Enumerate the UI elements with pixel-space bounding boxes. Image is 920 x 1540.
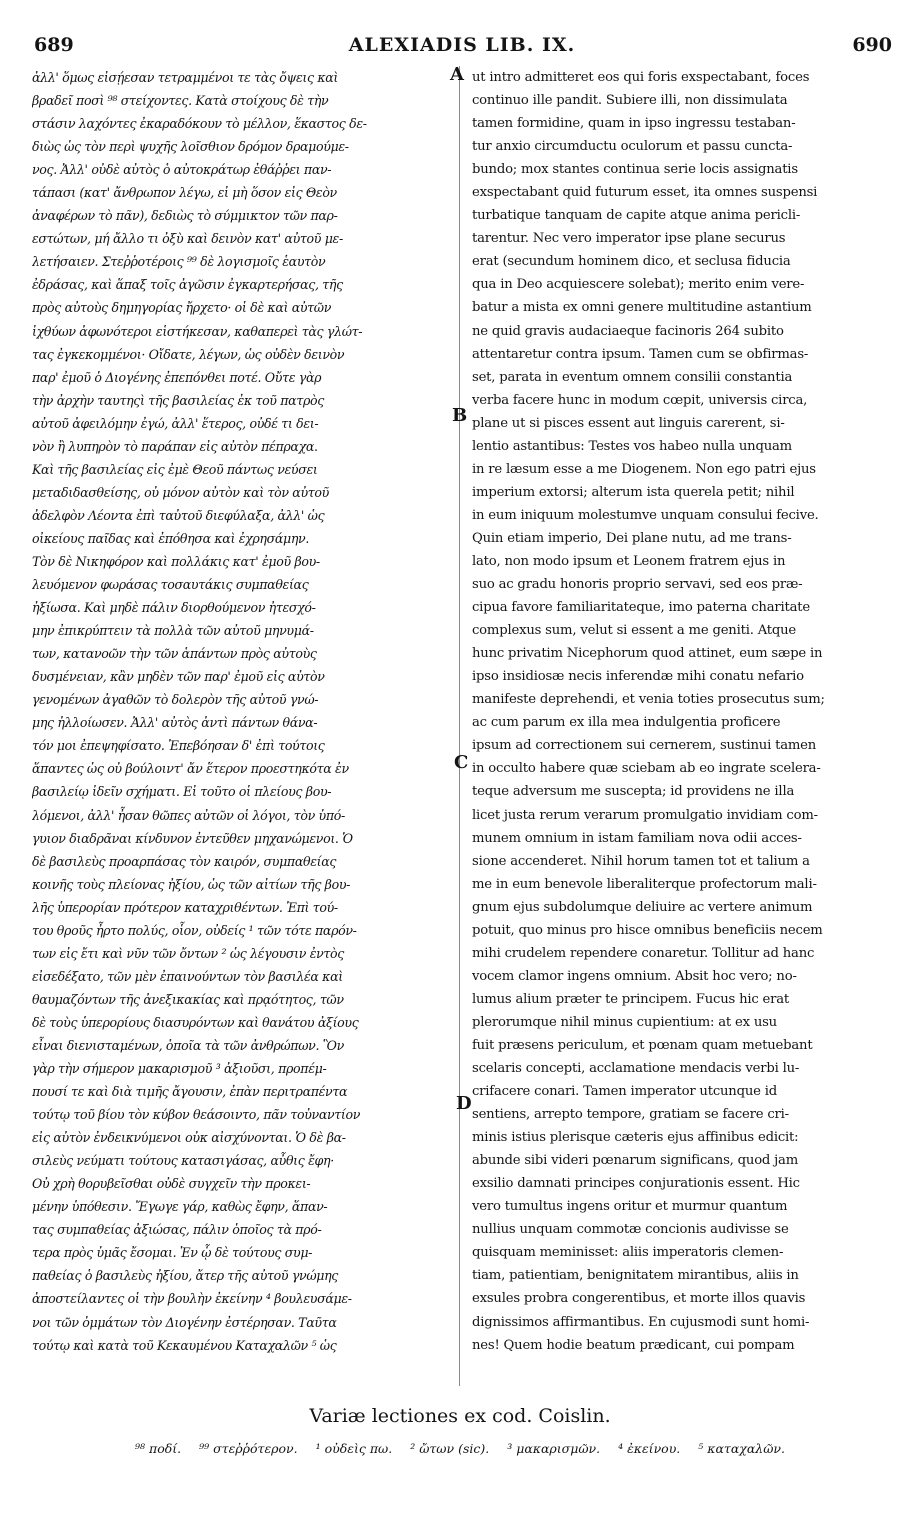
greek-text-line: βραδεῖ ποσὶ ⁹⁸ στείχοντες. Κατὰ στοίχους δὲ τὴν bbox=[32, 93, 329, 109]
greek-text-line: τας συμπαθείας ἀξιώσας, πάλιν ὁποῖος τὰ πρό- bbox=[32, 1222, 322, 1238]
greek-text-line: πουσί τε καὶ διὰ τιμῆς ἄγουσιν, ἐπὰν περιτραπέντα bbox=[32, 1084, 348, 1100]
latin-text-line: nes! Quem hodie beatum prædicant, cui pompam bbox=[472, 1337, 795, 1353]
greek-text-line: Οὐ χρὴ θορυβεῖσθαι οὐδὲ συγχεῖν τὴν προκει- bbox=[32, 1176, 311, 1192]
greek-text-line: νος. Ἀλλ' οὐδὲ αὐτὸς ὁ αὐτοκράτωρ ἐθάῤῥει παν- bbox=[32, 162, 332, 178]
variant-note: ⁴ ἐκείνου. bbox=[618, 1441, 681, 1456]
greek-text-line: θαυμαζόντων τῆς ἀνεξικακίας καὶ πρᾳότητος, τῶν bbox=[32, 991, 344, 1007]
greek-text-line: στάσιν λαχόντες ἐκαραδόκουν τὸ μέλλον, ἕκαστος δε- bbox=[32, 116, 367, 132]
greek-text-line: τάπασι (κατ' ἄνθρωπον λέγω, εἰ μὴ ὅσον εἰς Θεὸν bbox=[32, 185, 337, 201]
latin-text-line: me in eum benevole liberaliterque profectorum mali- bbox=[472, 876, 817, 892]
greek-text-line: τας ἐγκεκομμένοι· Οἴδατε, λέγων, ὡς οὐδὲν δεινὸν bbox=[32, 346, 345, 362]
greek-text-line: τούτῳ καὶ κατὰ τοῦ Κεκαυμένου Καταχαλῶν ⁵ ὡς bbox=[32, 1337, 337, 1353]
latin-text-line: gnum ejus subdolumque deliuire ac vertere animum bbox=[472, 899, 813, 915]
latin-text-line: lentio astantibus: Testes vos habeo nulla unquam bbox=[472, 438, 792, 454]
greek-text-line: μης ἠλλοίωσεν. Ἀλλ' αὐτὸς ἀντὶ πάντων θάνα- bbox=[32, 715, 318, 731]
latin-text-line: exsilio damnati principes conjurationis essent. Hic bbox=[472, 1176, 800, 1192]
variant-note: ⁹⁹ στεῤῥότερον. bbox=[199, 1441, 298, 1456]
greek-text-column bbox=[32, 66, 450, 1357]
latin-text-line: in occulto habere quæ sciebam ab eo ingrate scelera- bbox=[472, 761, 821, 777]
greek-text-line: τόν μοι ἐπεψηφίσατο. Ἐπεβόησαν δ' ἐπὶ τούτοις bbox=[32, 738, 325, 754]
greek-text-line: ἀναφέρων τὸ πᾶν), δεδιὼς τὸ σύμμικτον τῶν παρ- bbox=[32, 208, 338, 224]
variant-note: ⁵ καταχαλῶν. bbox=[698, 1441, 785, 1456]
latin-text-line: licet justa rerum verarum promulgatio invidiam com- bbox=[472, 807, 818, 823]
greek-text-line: γυιον διαδρᾶναι κίνδυνον ἐντεῦθεν μηχανώμενοι. Ὁ bbox=[32, 830, 353, 846]
variant-note: ¹ οὐδεὶς πω. bbox=[315, 1441, 393, 1456]
latin-text-line: nullius unquam commotæ concionis audivisse se bbox=[472, 1222, 789, 1238]
latin-text-line: sentiens, arrepto tempore, gratiam se facere cri- bbox=[472, 1107, 789, 1123]
greek-text-line: ἰχθύων ἀφωνότεροι εἱστήκεσαν, καθαπερεὶ τὰς γλώτ- bbox=[32, 323, 363, 339]
page-number-right: 690 bbox=[852, 34, 892, 56]
latin-text-line: mihi crudelem rependere conaretur. Tollitur ad hanc bbox=[472, 945, 815, 961]
latin-text-line: potuit, quo minus pro hisce omnibus beneficiis necem bbox=[472, 922, 823, 938]
greek-text-line: πρὸς αὐτοὺς δημηγορίας ἤρχετο· οἱ δὲ καὶ αὐτῶν bbox=[32, 300, 332, 316]
greek-text-line: εἰσεδέξατο, τῶν μὲν ἐπαινούντων τὸν βασιλέα καὶ bbox=[32, 968, 343, 984]
greek-text-line: εἶναι διενισταμένων, ὁποῖα τὰ τῶν ἀνθρώπων. Ὃν bbox=[32, 1037, 344, 1053]
latin-text-line: vero tumultus ingens oritur et murmur quantum bbox=[472, 1199, 788, 1215]
greek-text-line: του θροῦς ἦρτο πολύς, οἷον, οὐδείς ¹ τῶν τότε παρόν- bbox=[32, 922, 357, 938]
greek-text-line: εἰς αὐτὸν ἐνδεικνύμενοι οὐκ αἰσχύνονται. Ὁ δὲ βα- bbox=[32, 1130, 346, 1146]
greek-text-line: δὲ βασιλεὺς προαρπάσας τὸν καιρόν, συμπαθείας bbox=[32, 853, 337, 869]
latin-text-line: ipso insidiosæ necis inferendæ mihi conatu nefario bbox=[472, 669, 804, 685]
page-number-left: 689 bbox=[34, 34, 74, 56]
margin-marker-c: C bbox=[454, 752, 469, 773]
page-header bbox=[32, 34, 892, 64]
greek-text-line: γενομένων ἀγαθῶν τὸ δολερὸν τῆς αὐτοῦ γνώ- bbox=[32, 692, 319, 708]
margin-marker-b: B bbox=[452, 405, 468, 426]
greek-text-line: κοινῆς τοὺς πλείονας ἠξίου, ὡς τῶν αἰτίων τῆς βου- bbox=[32, 876, 351, 892]
greek-text-line: Τὸν δὲ Νικηφόρον καὶ πολλάκις κατ' ἐμοῦ βου- bbox=[32, 553, 320, 569]
latin-text-line: tamen formidine, quam in ipso ingressu testaban- bbox=[472, 116, 796, 132]
latin-text-line: lato, non modo ipsum et Leonem fratrem ejus in bbox=[472, 553, 786, 569]
latin-text-line: minis istius plerisque cæteris ejus affinibus edicit: bbox=[472, 1130, 799, 1146]
latin-text-line: attentaretur contra ipsum. Tamen cum se obfirmas- bbox=[472, 346, 809, 362]
greek-text-line: λευόμενον φωράσας τοσαυτάκις συμπαθείας bbox=[32, 577, 309, 593]
greek-text-line: μεταδιδασθείσης, οὐ μόνον αὐτὸν καὶ τὸν αὐτοῦ bbox=[32, 484, 329, 500]
latin-text-line: abunde sibi videri pœnarum significans, quod jam bbox=[472, 1153, 799, 1169]
latin-text-line: exspectabant quid futurum esset, ita omnes suspensi bbox=[472, 185, 818, 201]
greek-text-line: ἠξίωσα. Καὶ μηδὲ πάλιν διορθούμενον ἠτεσχό- bbox=[32, 600, 316, 616]
latin-text-line: tur anxio circumductu oculorum et passu cuncta- bbox=[472, 139, 793, 155]
greek-text-line: τούτῳ τοῦ βίου τὸν κύβον θεάσοιντο, πᾶν τοὐναντίον bbox=[32, 1107, 361, 1123]
variant-note: ³ μακαρισμῶν. bbox=[507, 1441, 601, 1456]
greek-text-line: οἰκείους παῖδας καὶ ἐπόθησα καὶ ἐχρησάμην. bbox=[32, 530, 310, 546]
greek-text-line: αὐτοῦ ἀφειλόμην ἐγώ, ἀλλ' ἕτερος, οὐδέ τι δει- bbox=[32, 415, 319, 431]
latin-text-line: cipua favore familiaritateque, imo paterna charitate bbox=[472, 600, 810, 616]
greek-text-line: των, κατανοῶν τὴν τῶν ἁπάντων πρὸς αὐτοὺς bbox=[32, 646, 317, 662]
latin-text-line: in eum iniquum molestumve unquam consului fecive. bbox=[472, 507, 819, 523]
latin-text-line: scelaris concepti, acclamatione mendacis verbi lu- bbox=[472, 1061, 800, 1077]
greek-text-line: δυσμένειαν, κἂν μηδὲν τῶν παρ' ἐμοῦ εἰς αὐτὸν bbox=[32, 669, 325, 685]
greek-text-line: ἀλλ' ὅμως εἰσῄεσαν τετραμμένοι τε τὰς ὄψεις καὶ bbox=[32, 70, 339, 85]
latin-text-line: teque adversum me suscepta; id providens ne illa bbox=[472, 784, 795, 800]
running-title: ALEXIADIS LIB. IX. bbox=[348, 34, 576, 56]
column-divider bbox=[459, 66, 460, 1386]
latin-text-line: continuo ille pandit. Subiere illi, non dissimulata bbox=[472, 93, 788, 109]
latin-text-line: batur a mista ex omni genere multitudine astantium bbox=[472, 300, 812, 316]
greek-text-line: ἀδελφὸν Λέοντα ἐπὶ ταὐτοῦ διεφύλαξα, ἀλλ' ὡς bbox=[32, 507, 325, 523]
margin-marker-d: D bbox=[456, 1093, 472, 1114]
greek-text-line: λῆς ὑπερορίαν πρότερον καταχριθέντων. Ἐπὶ τού- bbox=[32, 899, 338, 915]
latin-text-line: ipsum ad correctionem sui cernerem, sustinui tamen bbox=[472, 738, 817, 754]
greek-text-line: παθείας ὁ βασιλεὺς ἠξίου, ἄτερ τῆς αὐτοῦ γνώμης bbox=[32, 1268, 339, 1284]
latin-text-line: set, parata in eventum omnem consilii constantia bbox=[472, 369, 793, 385]
latin-text-line: quisquam meminisset: aliis imperatoris clemen- bbox=[472, 1245, 784, 1261]
greek-text-line: ἐδράσας, καὶ ἅπαξ τοῖς ἀγῶσιν ἐγκαρτερήσας, τῆς bbox=[32, 277, 343, 293]
latin-text-line: ne quid gravis audaciaeque facinoris 264 subito bbox=[472, 323, 784, 339]
greek-text-line: δὲ τοὺς ὑπερορίους διασυρόντων καὶ θανάτου ἀξίους bbox=[32, 1014, 359, 1030]
greek-text-line: διὼς ὡς τὸν περὶ ψυχῆς λοῖσθιον δρόμον δραμούμε- bbox=[32, 139, 349, 155]
latin-text-line: suo ac gradu honoris proprio servavi, sed eos præ- bbox=[472, 577, 803, 593]
greek-text-line: εστώτων, μή ἄλλο τι ὀξὺ καὶ δεινὸν κατ' αὐτοῦ με- bbox=[32, 231, 343, 247]
greek-text-line: ἅπαντες ὡς οὐ βούλοιντ' ἄν ἕτερον προεστηκότα ἐν bbox=[32, 761, 349, 777]
latin-text-line: exsules probra congerentibus, et morte illos quavis bbox=[472, 1291, 806, 1307]
greek-text-line: ἀποστείλαντες οἱ τὴν βουλὴν ἐκείνην ⁴ βουλευσάμε- bbox=[32, 1291, 352, 1307]
latin-text-line: bundo; mox stantes continua serie locis assignatis bbox=[472, 162, 798, 178]
greek-text-line: μην ἐπικρύπτειν τὰ πολλὰ τῶν αὐτοῦ μηνυμά- bbox=[32, 623, 314, 639]
latin-text-line: imperium extorsi; alterum ista querela petit; nihil bbox=[472, 484, 795, 500]
latin-text-line: tarentur. Nec vero imperator ipse plane securus bbox=[472, 231, 786, 247]
latin-text-line: fuit præsens periculum, et pœnam quam metuebant bbox=[472, 1037, 813, 1053]
greek-text-line: τερα πρὸς ὑμᾶς ἔσομαι. Ἐν ᾧ δὲ τούτους συμ- bbox=[32, 1245, 313, 1261]
latin-text-line: manifeste deprehendi, et venia toties prosecutus sum; bbox=[472, 692, 825, 708]
latin-text-line: tiam, patientiam, benignitatem mirantibus, aliis in bbox=[472, 1268, 799, 1284]
greek-text-line: Καὶ τῆς βασιλείας εἰς ἐμὲ Θεοῦ πάντως νεύσει bbox=[32, 461, 318, 477]
latin-text-line: lumus alium præter te principem. Fucus hic erat bbox=[472, 991, 790, 1007]
latin-text-line: turbatique tanquam de capite atque anima pericli- bbox=[472, 208, 801, 224]
variant-readings-list bbox=[40, 1441, 880, 1456]
greek-text-line: λόμενοι, ἀλλ' ἦσαν θῶπες αὐτῶν οἱ λόγοι, τὸν ὑπό- bbox=[32, 807, 345, 823]
greek-text-line: παρ' ἐμοῦ ὁ Διογένης ἐπεπόνθει ποτέ. Οὔτε γὰρ bbox=[32, 369, 322, 385]
latin-text-line: crifacere conari. Tamen imperator utcunque id bbox=[472, 1084, 777, 1100]
latin-text-line: dignissimos affirmantibus. En cujusmodi sunt homi- bbox=[472, 1314, 810, 1330]
greek-text-line: νὸν ἢ λυπηρὸν τὸ παράπαν εἰς αὐτὸν πέπραχα. bbox=[32, 438, 318, 454]
variant-note: ² ὤτων (sic). bbox=[410, 1441, 490, 1456]
variant-note: ⁹⁸ ποδί. bbox=[135, 1441, 182, 1456]
latin-text-column bbox=[472, 66, 892, 1357]
greek-text-line: βασιλείῳ ἰδεῖν σχήματι. Εἰ τοῦτο οἱ πλείους βου- bbox=[32, 784, 332, 800]
latin-text-line: munem omnium in istam familiam nova odii acces- bbox=[472, 830, 802, 846]
latin-text-line: ac cum parum ex illa mea indulgentia proficere bbox=[472, 715, 781, 731]
greek-text-line: μένην ὑπόθεσιν. Ἔγωγε γάρ, καθὼς ἔφην, ἅπαν- bbox=[32, 1199, 328, 1215]
latin-text-line: plane ut si pisces essent aut linguis carerent, si- bbox=[472, 415, 785, 431]
latin-text-line: complexus sum, velut si essent a me geniti. Atque bbox=[472, 623, 797, 639]
latin-text-line: verba facere hunc in modum cœpit, universis circa, bbox=[472, 392, 808, 408]
latin-text-line: in re læsum esse a me Diogenem. Non ego patri ejus bbox=[472, 461, 816, 477]
greek-text-line: γὰρ τὴν σήμερον μακαρισμοῦ ³ ἀξιοῦσι, προπέμ- bbox=[32, 1061, 327, 1077]
latin-text-line: hunc privatim Nicephorum quod attinet, eum sæpe in bbox=[472, 646, 823, 662]
greek-text-line: νοι τῶν ὀμμάτων τὸν Διογένην ἐστέρησαν. Ταῦτα bbox=[32, 1314, 337, 1330]
latin-text-line: ut intro admitteret eos qui foris exspectabant, foces bbox=[472, 70, 810, 85]
variant-readings-heading: Variæ lectiones ex cod. Coislin. bbox=[309, 1405, 611, 1427]
margin-marker-a: A bbox=[450, 64, 464, 85]
latin-text-line: sione accenderet. Nihil horum tamen tot et talium a bbox=[472, 853, 810, 869]
greek-text-line: σιλεὺς νεύματι τούτους κατασιγάσας, αὖθις ἔφη· bbox=[32, 1153, 334, 1169]
latin-text-line: vocem clamor ingens omnium. Absit hoc vero; no- bbox=[472, 968, 797, 984]
latin-text-line: qua in Deo acquiescere solebat); merito enim vere- bbox=[472, 277, 805, 293]
greek-text-line: τὴν ἀρχὴν ταυτηςὶ τῆς βασιλείας ἐκ τοῦ πατρὸς bbox=[32, 392, 324, 408]
latin-text-line: Quin etiam imperio, Dei plane nutu, ad me trans- bbox=[472, 530, 792, 546]
latin-text-line: erat (secundum hominem dico, et seclusa fiducia bbox=[472, 254, 791, 270]
greek-text-line: λετήσαιεν. Στεῤῥοτέροις ⁹⁹ δὲ λογισμοῖς ἑαυτὸν bbox=[32, 254, 326, 270]
greek-text-line: των εἰς ἔτι καὶ νῦν τῶν ὄντων ² ὡς λέγουσιν ἐντὸς bbox=[32, 945, 344, 961]
latin-text-line: plerorumque nihil minus cupientium: at ex usu bbox=[472, 1014, 777, 1030]
